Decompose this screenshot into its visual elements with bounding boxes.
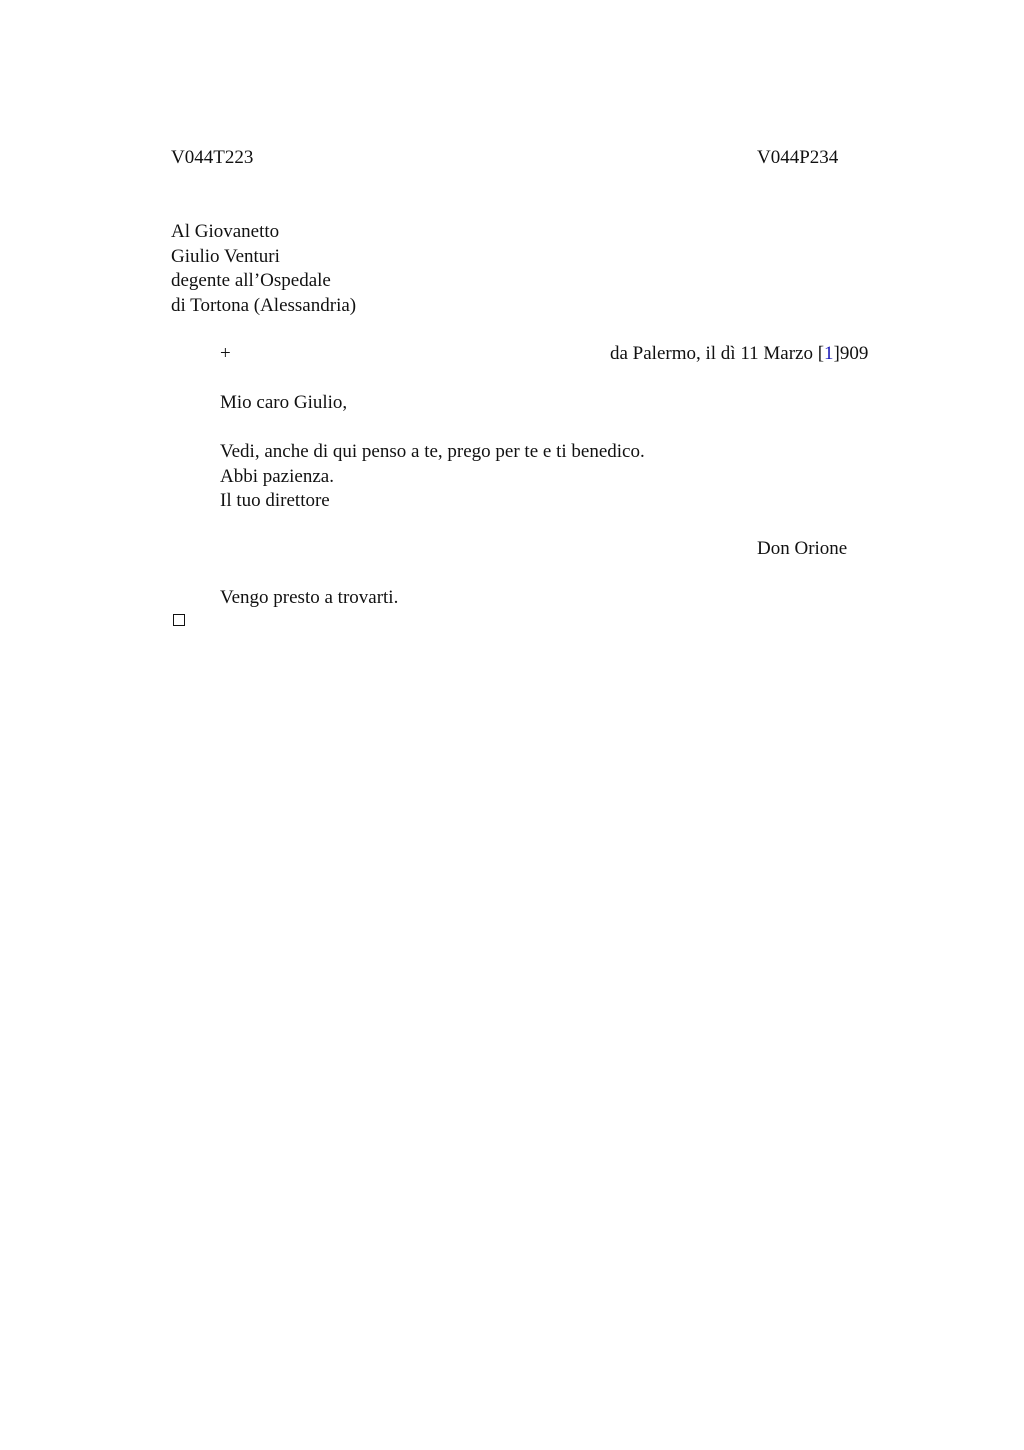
square-outline-icon (173, 614, 185, 626)
body-line: Il tuo direttore (220, 490, 330, 511)
postscript: Vengo presto a trovarti. (220, 587, 399, 608)
dateline-prefix: da Palermo, il dì 11 Marzo [ (610, 343, 825, 364)
cross-symbol: + (220, 343, 231, 364)
salutation: Mio caro Giulio, (220, 392, 348, 413)
editorial-insertion: 1 (824, 343, 834, 364)
address-line: Al Giovanetto (171, 221, 280, 242)
document-reference-left: V044T223 (171, 147, 254, 168)
dateline-suffix: ]909 (833, 343, 869, 364)
body-line: Abbi pazienza. (220, 465, 334, 487)
letter-body (220, 440, 645, 514)
address-line: di Tortona (Alessandria) (171, 294, 357, 316)
address-line: Giulio Venturi (171, 245, 280, 267)
recipient-address (171, 220, 356, 318)
address-line: degente all’Ospedale (171, 270, 331, 291)
signature: Don Orione (757, 538, 848, 559)
document-reference-right: V044P234 (757, 147, 839, 168)
dateline (610, 342, 868, 366)
body-line: Vedi, anche di qui penso a te, prego per te e ti benedico. (220, 441, 645, 462)
